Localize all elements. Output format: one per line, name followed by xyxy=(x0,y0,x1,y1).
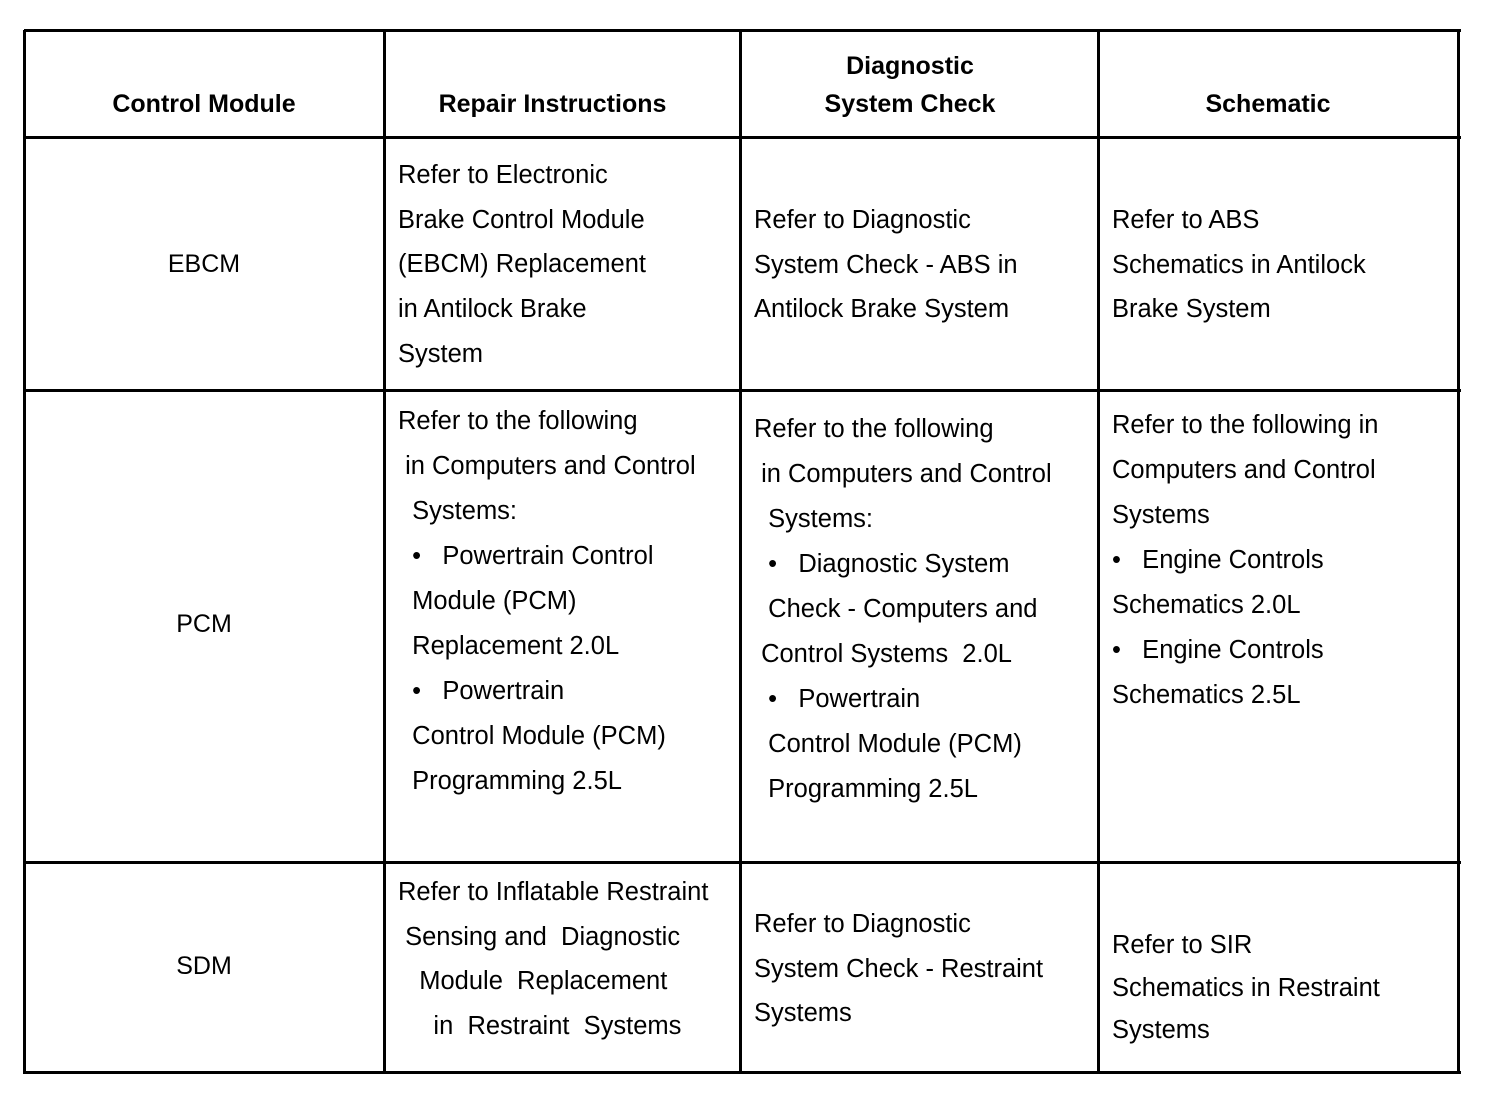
repair-text-line: (EBCM) Replacement xyxy=(398,250,646,279)
table-border xyxy=(1097,30,1100,1074)
header-control-module: Control Module xyxy=(112,90,296,118)
diagnostic-text-line: • Diagnostic System xyxy=(754,550,1010,578)
schematic-text-line: • Engine Controls xyxy=(1112,546,1324,574)
repair-text-line: Module Replacement xyxy=(398,967,668,995)
repair-text-line: in Computers and Control xyxy=(398,452,696,480)
table-border xyxy=(24,136,1461,139)
table-border xyxy=(24,29,1461,32)
diagnostic-text-line: in Computers and Control xyxy=(754,460,1052,488)
module-name: EBCM xyxy=(167,250,241,278)
diagnostic-text-line: Programming 2.5L xyxy=(754,775,978,803)
diagnostic-text-line: System Check - Restraint xyxy=(754,954,1044,983)
repair-text-line: Refer to the following xyxy=(398,407,638,435)
repair-text-line: Programming 2.5L xyxy=(398,767,622,795)
diagnostic-text-line: Refer to the following xyxy=(754,415,994,443)
module-name: SDM xyxy=(176,952,232,980)
diagnostic-text-line: Control Module (PCM) xyxy=(754,730,1022,758)
repair-text-line: • Powertrain Control xyxy=(398,542,654,570)
schematic-text-line: Schematics in Antilock xyxy=(1112,250,1366,279)
schematic-text-line: Refer to ABS xyxy=(1112,206,1260,234)
diagnostic-text-line: Control Systems 2.0L xyxy=(754,640,1012,668)
header-diagnostic-system-check: Diagnostic System Check xyxy=(824,52,996,118)
diagnostic-text-line: Check - Computers and xyxy=(754,595,1038,623)
table-border xyxy=(23,30,26,1074)
diagnostic-text-line: System Check - ABS in xyxy=(754,250,1018,279)
repair-text-line: in Antilock Brake xyxy=(398,295,587,324)
schematic-text-line: Schematics 2.0L xyxy=(1112,591,1301,619)
table-border xyxy=(739,30,742,1074)
repair-text-line: Replacement 2.0L xyxy=(398,632,620,660)
table-border xyxy=(1457,30,1460,1074)
schematic-text-line: Schematics in Restraint xyxy=(1112,973,1380,1002)
diagnostic-text-line: Systems xyxy=(754,999,852,1027)
header-schematic: Schematic xyxy=(1205,90,1331,118)
schematic-text-line: Computers and Control xyxy=(1112,456,1376,484)
schematic-text-line: Systems xyxy=(1112,501,1210,529)
repair-text-line: Refer to Inflatable Restraint xyxy=(398,878,709,906)
repair-text-line: System xyxy=(398,339,484,368)
repair-text-line: • Powertrain xyxy=(398,677,565,705)
schematic-text-line: Brake System xyxy=(1112,295,1271,323)
repair-text-line: Sensing and Diagnostic xyxy=(398,922,681,951)
header-repair-instructions: Repair Instructions xyxy=(438,90,667,118)
repair-text-line: in Restraint Systems xyxy=(398,1011,682,1040)
table-border xyxy=(383,30,386,1074)
table-border xyxy=(24,861,1461,864)
diagnostic-text-line: Refer to Diagnostic xyxy=(754,910,971,938)
schematic-text-line: Schematics 2.5L xyxy=(1112,681,1301,709)
diagnostic-text-line: • Powertrain xyxy=(754,685,921,713)
table-border xyxy=(24,1071,1461,1074)
schematic-text-line: Systems xyxy=(1112,1016,1210,1044)
schematic-text-line: • Engine Controls xyxy=(1112,636,1324,664)
repair-text-line: Control Module (PCM) xyxy=(398,722,666,750)
module-name: PCM xyxy=(176,610,232,638)
schematic-text-line: Refer to SIR xyxy=(1112,931,1253,959)
schematic-text-line: Refer to the following in xyxy=(1112,411,1379,439)
repair-text-line: Brake Control Module xyxy=(398,205,645,234)
diagnostic-text-line: Refer to Diagnostic xyxy=(754,206,971,234)
repair-text-line: Refer to Electronic xyxy=(398,161,608,189)
repair-text-line: Systems: xyxy=(398,497,518,525)
diagnostic-text-line: Systems: xyxy=(754,505,874,533)
repair-text-line: Module (PCM) xyxy=(398,587,577,615)
table-border xyxy=(24,389,1461,392)
diagnostic-text-line: Antilock Brake System xyxy=(754,295,1010,323)
